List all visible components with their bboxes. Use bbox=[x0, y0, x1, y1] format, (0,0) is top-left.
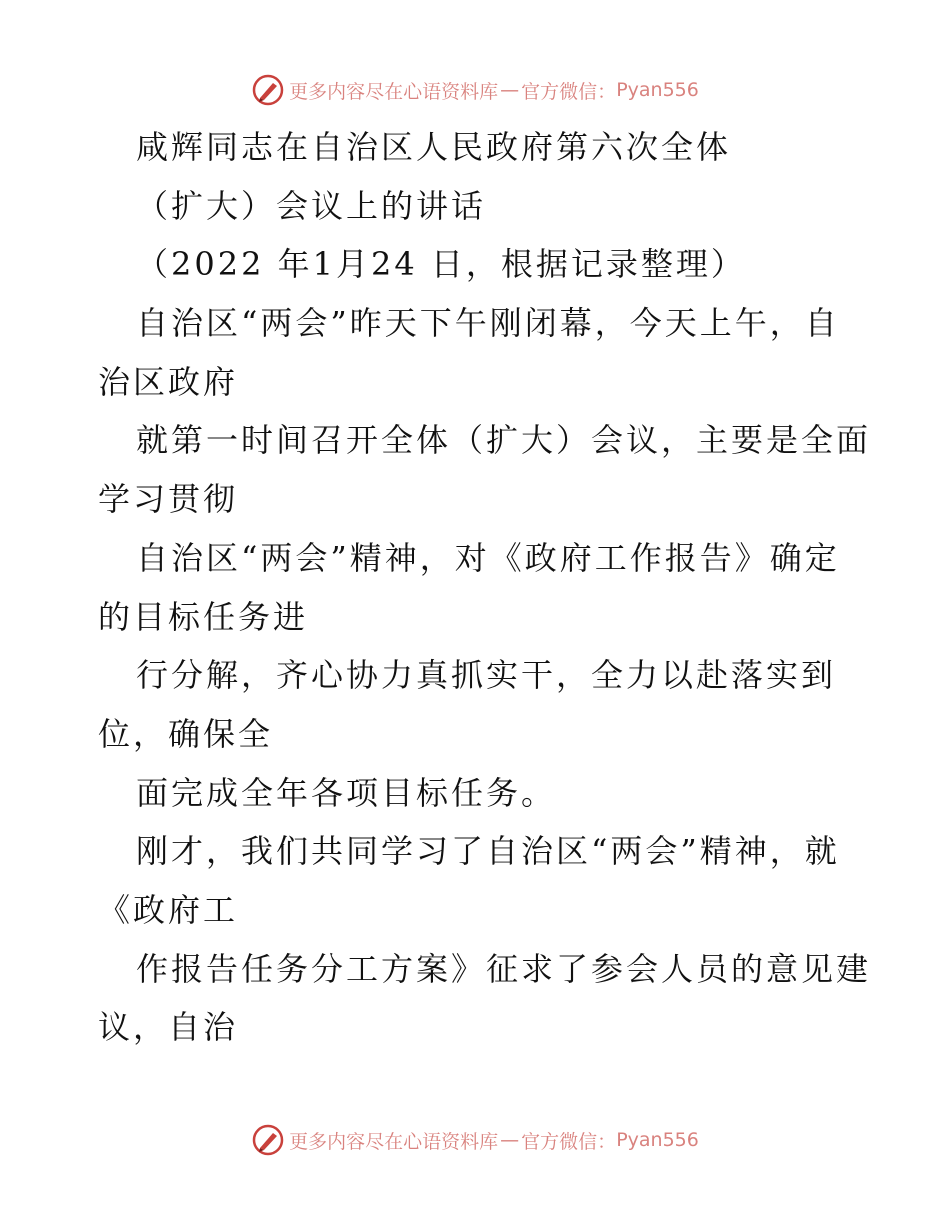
banner-wechat-id: Pyan556 bbox=[616, 1129, 699, 1151]
document-line: （2022 年1月24 日，根据记录整理） bbox=[136, 245, 746, 284]
footer-watermark-banner bbox=[0, 1120, 950, 1160]
banner-wechat-label: 官方微信： bbox=[521, 1130, 617, 1153]
pen-logo-icon bbox=[251, 1123, 285, 1157]
document-line: 咸辉同志在自治区人民政府第六次全体 bbox=[136, 128, 732, 166]
document-line: 的目标任务进 bbox=[98, 597, 309, 636]
document-line: 作报告任务分工方案》征求了参会人员的意见建 bbox=[136, 949, 872, 988]
document-line: 议，自治 bbox=[98, 1008, 239, 1047]
banner-wechat-id: Pyan556 bbox=[616, 79, 699, 101]
document-line: 学习贯彻 bbox=[98, 480, 239, 519]
document-line: 《政府工 bbox=[98, 890, 239, 929]
pen-logo-icon bbox=[251, 73, 285, 107]
document-line: （扩大）会议上的讲话 bbox=[136, 186, 487, 225]
document-line: 刚才，我们共同学习了自治区“两会”精神，就 bbox=[136, 832, 840, 871]
header-watermark-banner bbox=[0, 70, 950, 110]
document-line: 行分解，齐心协力真抓实干，全力以赴落实到 bbox=[136, 656, 837, 695]
document-line: 自治区“两会”精神，对《政府工作报告》确定 bbox=[136, 538, 840, 577]
document-body bbox=[98, 118, 872, 1057]
banner-separator: — bbox=[500, 1129, 520, 1151]
document-line: 面完成全年各项目标任务。 bbox=[136, 773, 557, 812]
banner-main-text: 更多内容尽在心语资料库 bbox=[289, 80, 499, 103]
document-line: 就第一时间召开全体（扩大）会议，主要是全面 bbox=[136, 421, 872, 460]
banner-separator: — bbox=[500, 79, 520, 101]
document-line: 位，确保全 bbox=[98, 714, 274, 753]
document-line: 治区政府 bbox=[98, 362, 239, 401]
banner-wechat-label: 官方微信： bbox=[521, 80, 617, 103]
banner-main-text: 更多内容尽在心语资料库 bbox=[289, 1130, 499, 1153]
document-line: 自治区“两会”昨天下午刚闭幕，今天上午，自 bbox=[136, 304, 840, 343]
